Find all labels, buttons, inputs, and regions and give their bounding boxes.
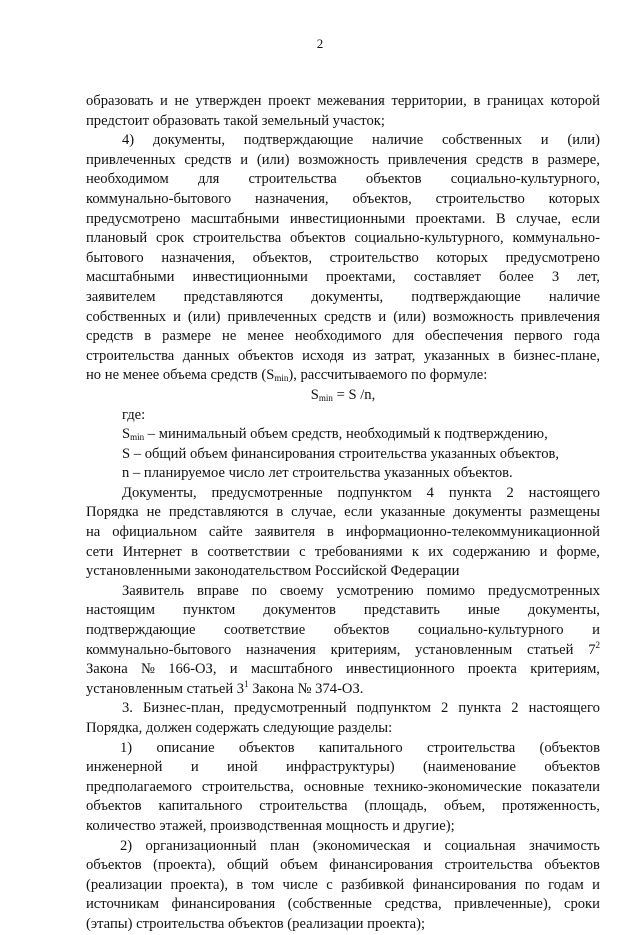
word: капитального xyxy=(318,739,403,756)
word: (собственные xyxy=(287,896,372,913)
word: заявителем xyxy=(86,288,156,305)
word: собственных xyxy=(441,132,522,149)
word: информационно-телекоммуникационной xyxy=(345,524,600,541)
text-line: количество этажей, производственная мощность и другие); xyxy=(86,817,455,834)
word: привлечения xyxy=(520,308,600,325)
word: территории, xyxy=(391,93,467,109)
word: границах xyxy=(487,93,544,109)
text-line: где: xyxy=(122,406,146,423)
word: финансирования xyxy=(412,876,517,893)
word: инвестиционными xyxy=(289,210,406,227)
word: (объектов xyxy=(539,739,600,756)
word: объектов xyxy=(365,171,422,188)
word: в xyxy=(498,347,505,364)
word: форме, xyxy=(556,543,600,560)
word: затрат, xyxy=(374,347,416,364)
word: усмотрению xyxy=(336,582,414,599)
word: случае, xyxy=(291,504,337,521)
word: технико-экономические xyxy=(373,778,522,795)
word: необходимом xyxy=(86,171,169,188)
word: и xyxy=(159,93,168,109)
word: пункта xyxy=(458,700,502,717)
word: наличие xyxy=(372,132,424,149)
word: привлеченных xyxy=(86,151,176,168)
word: их xyxy=(428,543,444,560)
word: подтверждающие xyxy=(86,622,196,639)
word: необходимого xyxy=(294,328,382,345)
word: разбивкой xyxy=(341,876,405,893)
word: Документы, xyxy=(122,484,197,501)
word: установленным xyxy=(415,641,513,658)
word: привлеченные), xyxy=(454,896,552,913)
word: и xyxy=(423,837,432,854)
word: объектов xyxy=(333,622,390,639)
word: объем, xyxy=(443,798,486,815)
word: и xyxy=(240,151,249,168)
word: в xyxy=(473,93,481,109)
word: и xyxy=(592,876,600,893)
word: подпунктом xyxy=(337,484,412,501)
word: заявителя xyxy=(254,524,316,541)
word: социально-культурного xyxy=(417,622,564,639)
word: настоящим xyxy=(86,602,155,619)
word: план xyxy=(269,837,300,854)
word: и xyxy=(229,661,238,678)
word: критериям, xyxy=(530,661,600,678)
word: иной xyxy=(226,759,258,776)
word: Интернет xyxy=(122,543,182,560)
word: том xyxy=(251,876,275,893)
word: строительства, xyxy=(201,778,294,795)
word: (реализации xyxy=(86,876,163,893)
word: если xyxy=(571,210,600,227)
word: 3. xyxy=(122,700,133,717)
word: менее xyxy=(247,328,284,345)
word: строительство xyxy=(435,190,525,207)
word: строительства xyxy=(444,857,533,874)
word: с xyxy=(326,876,333,893)
word: Бизнес-план, xyxy=(143,700,224,717)
word: В xyxy=(495,210,506,227)
word: проекта), xyxy=(170,876,229,893)
text-line xyxy=(86,739,600,759)
word: (или) xyxy=(187,308,221,325)
text-line xyxy=(86,582,600,602)
text-line xyxy=(86,837,600,857)
word: назначения xyxy=(245,641,316,658)
word: средств xyxy=(86,328,134,345)
word: утвержден xyxy=(195,93,262,109)
word: общий xyxy=(227,857,269,874)
word: предусмотренных xyxy=(488,582,600,599)
word: инфраструктуры) xyxy=(285,759,395,776)
word: Закона xyxy=(86,661,128,678)
word: финансирования xyxy=(171,896,276,913)
word: составляет xyxy=(413,269,481,286)
text-line xyxy=(86,621,600,641)
word: 2 xyxy=(441,700,449,717)
word: в xyxy=(327,524,334,541)
word: которых xyxy=(436,249,488,266)
text-line xyxy=(86,543,600,563)
word: строительства xyxy=(86,347,175,364)
text-line: но не менее объема средств $(S_{min})$, рассчитываемого по формуле: xyxy=(86,367,488,384)
word: межевания xyxy=(317,93,385,109)
text-line xyxy=(86,131,600,151)
word: размере, xyxy=(547,151,600,168)
word: строительство xyxy=(329,249,419,266)
word: обеспечения xyxy=(425,328,503,345)
text-line: (этапы) строительства объектов (реализации проекта); xyxy=(86,915,426,932)
word: объектов xyxy=(237,347,294,364)
word: Порядка xyxy=(86,504,139,521)
word: 2 xyxy=(506,484,514,501)
word: на xyxy=(86,524,101,541)
word: проект xyxy=(268,93,311,109)
word: пунктом xyxy=(182,602,236,619)
word: в xyxy=(144,328,152,345)
word: официальном xyxy=(112,524,197,541)
text-line xyxy=(86,503,600,523)
text-line: установленными законодательством Российской Федерации xyxy=(86,563,460,580)
word: и xyxy=(592,622,600,639)
text-line xyxy=(86,660,600,680)
text-line xyxy=(86,308,600,328)
word: $7^2$ xyxy=(588,639,600,658)
word: проектами. xyxy=(415,210,486,227)
text-line xyxy=(86,347,600,367)
text-line xyxy=(86,895,600,915)
word: в xyxy=(236,876,244,893)
word: содержанию xyxy=(452,543,531,560)
word: настоящего xyxy=(528,700,600,717)
word: предусмотренный xyxy=(234,700,347,717)
word: представляются xyxy=(183,288,284,305)
word: предполагаемого xyxy=(86,778,192,795)
word: по xyxy=(524,876,540,893)
text-line xyxy=(86,778,600,798)
word: социально-культурного, xyxy=(354,230,504,247)
text-line xyxy=(86,523,600,543)
word: не xyxy=(174,93,189,109)
word: объектов xyxy=(544,857,600,874)
word: документов xyxy=(263,602,336,619)
text-line xyxy=(86,92,600,112)
word: масштабными xyxy=(190,210,280,227)
word: в xyxy=(531,151,539,168)
word: образовать xyxy=(86,93,154,109)
text-line: $S_{min} = S$ /n, xyxy=(310,386,376,403)
text-line: n – планируемое число лет строительства указанных объектов. xyxy=(122,465,513,482)
word: Заявитель xyxy=(122,582,184,599)
word: коммунально- xyxy=(512,230,600,247)
word: 2 xyxy=(511,700,519,717)
word: срок xyxy=(155,230,185,247)
word: сайте xyxy=(208,524,243,541)
word: источникам xyxy=(86,896,159,913)
word: подпунктом xyxy=(356,700,431,717)
word: 1) xyxy=(120,739,133,756)
word: проектами, xyxy=(325,269,396,286)
word: документы, xyxy=(527,602,600,619)
word: коммунально-бытового xyxy=(86,641,232,658)
text-line xyxy=(86,170,600,190)
word: объектов xyxy=(544,759,600,776)
word: требованиями xyxy=(314,543,403,560)
word: в xyxy=(191,543,199,560)
text-line xyxy=(86,327,600,347)
text-line: установленным статьей $3^1$ Закона № 374-ОЗ. xyxy=(86,678,364,697)
word: которых xyxy=(548,190,600,207)
word: более xyxy=(498,269,534,286)
word: инвестиционными xyxy=(192,269,308,286)
word: социально-культурного, xyxy=(450,171,600,188)
word: года xyxy=(573,328,600,345)
word: проекта xyxy=(467,661,517,678)
text-line xyxy=(86,641,600,661)
word: 2) xyxy=(120,837,133,854)
text-line xyxy=(86,190,600,210)
text-line: $S_{min}$ – минимальный объем средств, необходимый к подтверждению, xyxy=(122,426,548,443)
word: годам xyxy=(548,876,584,893)
word: если xyxy=(344,504,373,521)
word: соответствии xyxy=(207,543,290,560)
word: возможность xyxy=(432,308,514,325)
text-line xyxy=(86,484,600,504)
word: с xyxy=(299,543,306,560)
word: к xyxy=(411,543,419,560)
word: из xyxy=(352,347,367,364)
word: пункта xyxy=(448,484,492,501)
word: вправе xyxy=(197,582,239,599)
word: сроки xyxy=(563,896,600,913)
word: объектов xyxy=(86,798,142,815)
word: настоящего xyxy=(528,484,600,501)
word: объектов xyxy=(238,739,295,756)
word: назначения, xyxy=(161,249,235,266)
text-line xyxy=(86,210,600,230)
word: (площадь, xyxy=(364,798,428,815)
text-line xyxy=(86,876,600,896)
word: своему xyxy=(279,582,324,599)
text-line xyxy=(86,151,600,171)
word: наличие xyxy=(548,288,600,305)
word: числе xyxy=(282,876,318,893)
word: привлечения xyxy=(387,151,468,168)
word: показатели xyxy=(531,778,600,795)
word: и xyxy=(539,543,548,560)
word: бытового xyxy=(86,249,144,266)
word: основные xyxy=(303,778,364,795)
word: в xyxy=(276,504,284,521)
word: строительства xyxy=(192,230,282,247)
text-line: Порядка, должен содержать следующие разделы: xyxy=(86,720,393,736)
word: представить xyxy=(363,602,440,619)
word: строительства xyxy=(426,739,516,756)
word: указанные xyxy=(380,504,446,521)
word: данных xyxy=(182,347,230,364)
word: 4) xyxy=(122,132,135,149)
word: для xyxy=(392,328,415,345)
word: капитального xyxy=(158,798,243,815)
word: первого xyxy=(513,328,563,345)
word: не xyxy=(222,328,237,345)
word: предусмотрено xyxy=(505,249,600,266)
word: объектов xyxy=(289,230,346,247)
word: масштабного xyxy=(250,661,333,678)
word: строительства xyxy=(248,171,337,188)
word: сети xyxy=(86,543,114,560)
word: 166-ОЗ, xyxy=(168,661,217,678)
word: (или) xyxy=(567,132,600,149)
word: критериям, xyxy=(330,641,401,658)
text-line xyxy=(86,288,600,308)
text-line: предстоит образовать такой земельный участок; xyxy=(86,112,385,129)
word: плановый xyxy=(86,230,148,247)
word: документы, xyxy=(152,132,226,149)
word: строительства xyxy=(259,798,348,815)
word: размере xyxy=(162,328,211,345)
text-line xyxy=(86,601,600,621)
word: описание xyxy=(156,739,215,756)
word: объектов, xyxy=(252,249,312,266)
word: № xyxy=(141,661,155,678)
word: инженерной xyxy=(86,759,163,776)
word: бизнес-плане, xyxy=(513,347,600,364)
word: собственных xyxy=(86,308,167,325)
word: масштабными xyxy=(86,269,175,286)
word: 3 xyxy=(551,269,560,286)
word: иные xyxy=(467,602,500,619)
word: привлеченных xyxy=(227,308,318,325)
word: объем xyxy=(280,857,318,874)
word: (проекта), xyxy=(153,857,216,874)
word: средств xyxy=(184,151,232,168)
text-line xyxy=(86,699,600,719)
word: объектов, xyxy=(352,190,412,207)
word: (экономическая xyxy=(312,837,411,854)
word: средства, xyxy=(384,896,442,913)
word: исходя xyxy=(302,347,344,364)
word: статьей xyxy=(526,641,574,658)
word: (или) xyxy=(393,308,426,325)
word: представляются xyxy=(168,504,269,521)
word: средств xyxy=(475,151,524,168)
word: возможность xyxy=(298,151,380,168)
text-line xyxy=(86,856,600,876)
word: документы xyxy=(453,504,522,521)
text-line xyxy=(86,797,600,817)
word: документы, xyxy=(311,288,384,305)
word: значимость xyxy=(528,837,600,854)
text-line: S – общий объем финансирования строительства указанных объектов, xyxy=(122,445,560,462)
word: случае, xyxy=(516,210,562,227)
word: предусмотренные xyxy=(211,484,323,501)
text-line xyxy=(86,268,600,288)
word: (или) xyxy=(256,151,290,168)
document-body xyxy=(86,92,600,935)
word: и xyxy=(190,759,199,776)
word: и xyxy=(378,308,387,325)
word: средств xyxy=(324,308,372,325)
word: не xyxy=(146,504,161,521)
word: протяженность, xyxy=(502,798,600,815)
word: социальная xyxy=(444,837,516,854)
word: указанных xyxy=(423,347,490,364)
word: которой xyxy=(550,93,600,109)
page-number: 2 xyxy=(316,36,324,51)
word: и xyxy=(173,308,181,325)
text-line xyxy=(86,758,600,778)
word: предусмотрено xyxy=(86,210,181,227)
word: инвестиционного xyxy=(345,661,455,678)
word: коммунально-бытового xyxy=(86,190,232,207)
word: лет, xyxy=(577,269,600,286)
word: подтверждающие xyxy=(411,288,521,305)
word: объектов xyxy=(86,857,142,874)
word: и xyxy=(540,132,549,149)
word: помимо xyxy=(426,582,476,599)
word: по xyxy=(251,582,267,599)
word: соответствие xyxy=(224,622,306,639)
word: организационный xyxy=(145,837,257,854)
word: размещены xyxy=(529,504,600,521)
word: (наименование xyxy=(422,759,516,776)
word: 4 xyxy=(426,484,434,501)
word: назначения, xyxy=(255,190,329,207)
word: подтверждающие xyxy=(243,132,354,149)
word: для xyxy=(197,171,220,188)
word: финансирования xyxy=(329,857,433,874)
text-line xyxy=(86,249,600,269)
text-line xyxy=(86,229,600,249)
